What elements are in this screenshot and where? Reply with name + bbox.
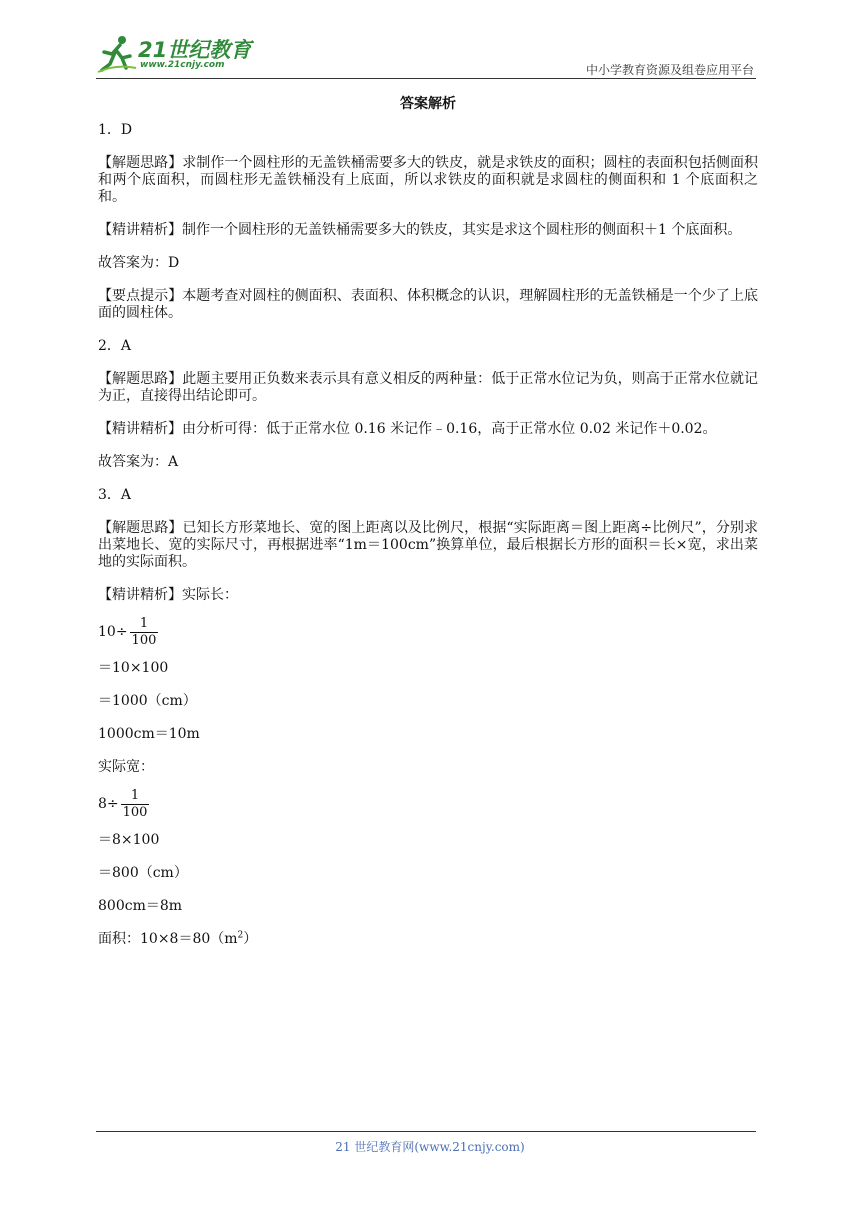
q1-thinking: 【解题思路】求制作一个圆柱形的无盖铁桶需要多大的铁皮，就是求铁皮的面积；圆柱的表面积包括侧面积和两个底面积，而圆柱形无盖铁桶没有上底面，所以求铁皮的面积就是求圆柱的侧面积和 1 个底面积之和。 [98,155,758,205]
fraction-denominator: 100 [122,804,148,820]
q1-analysis: 【精讲精析】制作一个圆柱形的无盖铁桶需要多大的铁皮，其实是求这个圆柱形的侧面积＋1 个底面积。 [98,222,742,238]
q2-thinking: 【解题思路】此题主要用正负数来表示具有意义相反的两种量：低于正常水位记为负，则高于正常水位就记为正，直接得出结论即可。 [98,371,758,404]
width-fraction [121,788,150,821]
q1-conclusion: 故答案为：D [98,255,180,271]
logo [96,34,266,78]
q3-answer: 3．A [98,487,132,503]
answer-content [98,96,758,964]
width-step: ＝800（cm） [98,865,188,881]
length-fraction [130,616,159,649]
q1-answer: 1．D [98,122,133,138]
header-divider [96,78,756,79]
page-title: 答案解析 [400,96,456,112]
width-step: ＝8×100 [98,832,160,848]
q2-answer: 2．A [98,338,132,354]
width-expression [98,784,758,824]
logo-url: www.21cnjy.com [140,60,225,70]
running-person-icon [96,34,140,74]
width-step: 800cm＝8m [98,898,183,914]
width-label: 实际宽： [98,759,154,775]
q1-tip: 【要点提示】本题考查对圆柱的侧面积、表面积、体积概念的认识，理解圆柱形的无盖铁桶是一个少了上底面的圆柱体。 [98,288,758,321]
area-text: 面积：10×8＝80（m [98,931,238,947]
length-step: ＝1000（cm） [98,693,197,709]
page-header [96,28,756,80]
logo-title: 21世纪教育 [138,38,252,62]
q3-thinking: 【解题思路】已知长方形菜地长、宽的图上距离以及比例尺，根据“实际距离＝图上距离÷比例尺”，分别求出菜地长、宽的实际尺寸，再根据进率“1m＝100cm”换算单位，最后根据长方形的面积＝长×宽，求出菜地的实际面积。 [98,520,758,570]
width-expr-prefix: 8÷ [98,795,119,812]
length-expr-prefix: 10÷ [98,623,128,640]
q3-analysis: 【精讲精析】实际长： [98,587,238,603]
fraction-numerator: 1 [130,787,140,803]
q2-analysis: 【精讲精析】由分析可得：低于正常水位 0.16 米记作﹣0.16，高于正常水位 0.02 米记作＋0.02。 [98,421,717,437]
area-close: ） [243,931,258,947]
footer-divider [96,1131,756,1132]
q2-conclusion: 故答案为：A [98,454,179,470]
fraction-numerator: 1 [139,615,149,631]
area-superscript: 2 [237,930,244,941]
length-step: ＝10×100 [98,660,169,676]
area-result [98,931,758,948]
header-platform-text: 中小学教育资源及组卷应用平台 [585,63,754,77]
length-expression [98,612,758,652]
length-step: 1000cm＝10m [98,726,200,742]
fraction-denominator: 100 [131,632,157,648]
page-footer: 21 世纪教育网(www.21cnjy.com) [335,1140,525,1154]
